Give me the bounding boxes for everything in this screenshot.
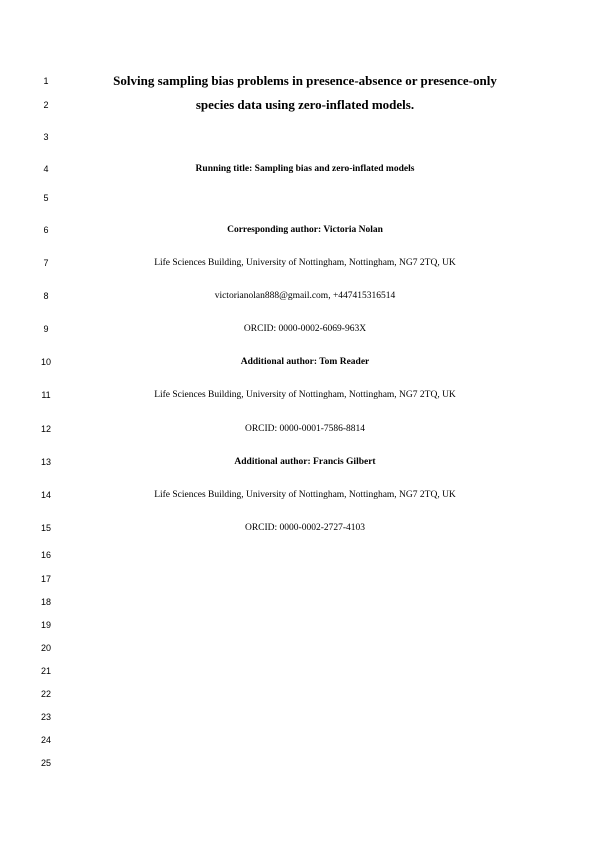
line-number: 10 [40,357,51,367]
running-title: Running title: Sampling bias and zero-inflated models [195,164,415,174]
additional-author-1-address: Life Sciences Building, University of Nottingham, Nottingham, NG7 2TQ, UK [154,390,456,400]
line-number: 25 [40,758,51,768]
line-number: 14 [40,490,51,500]
line-number: 4 [43,164,49,174]
corresponding-author-contact: victorianolan888@gmail.com, +447415316514 [214,291,396,301]
line-number: 18 [40,597,51,607]
line-number: 2 [43,100,49,110]
line-number: 5 [43,193,49,203]
line-number: 11 [41,390,51,400]
line-number: 21 [40,666,51,676]
additional-author-1-heading: Additional author: Tom Reader [240,357,370,367]
additional-author-1-orcid: ORCID: 0000-0001-7586-8814 [244,424,366,434]
line-number: 16 [40,550,51,560]
line-number: 15 [40,523,51,533]
corresponding-author-address: Life Sciences Building, University of Nottingham, Nottingham, NG7 2TQ, UK [154,258,456,268]
corresponding-author-orcid: ORCID: 0000-0002-6069-963X [243,324,367,334]
line-number: 24 [40,735,51,745]
corresponding-author-heading: Corresponding author: Victoria Nolan [227,225,383,235]
additional-author-2-heading: Additional author: Francis Gilbert [234,457,376,467]
line-number: 9 [43,324,49,334]
line-number: 13 [40,457,51,467]
line-number: 17 [40,574,51,584]
line-number: 8 [43,291,49,301]
paper-title-line-1: Solving sampling bias problems in presence-absence or presence-only [113,73,497,88]
additional-author-2-address: Life Sciences Building, University of Nottingham, Nottingham, NG7 2TQ, UK [154,490,456,500]
line-number: 20 [40,643,51,653]
paper-title-line-2: species data using zero-inflated models. [195,97,415,112]
line-number: 6 [43,225,49,235]
line-number: 23 [40,712,51,722]
line-number: 22 [40,689,51,699]
line-number: 7 [43,258,49,268]
line-number: 12 [40,424,51,434]
additional-author-2-orcid: ORCID: 0000-0002-2727-4103 [244,523,366,533]
line-number: 19 [40,620,51,630]
line-number: 3 [43,132,49,142]
line-number: 1 [43,76,49,86]
